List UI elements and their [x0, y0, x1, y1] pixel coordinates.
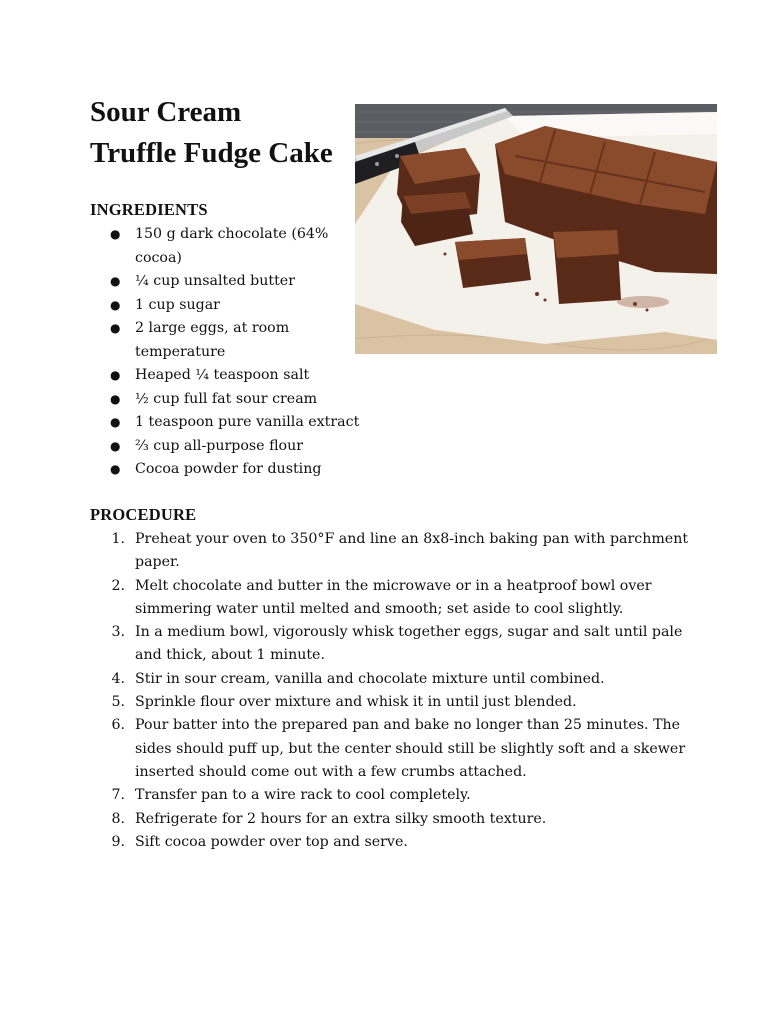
step-number: 1. [111, 531, 125, 547]
ingredient-item [90, 223, 370, 270]
procedure-step [90, 714, 690, 784]
step-number: 7. [111, 787, 125, 804]
procedure-step [90, 528, 690, 575]
bullet-icon: ● [110, 227, 121, 241]
ingredient-text: 1 teaspoon pure vanilla extract [135, 414, 360, 430]
ingredient-text: 150 g dark chocolate (64% cocoa) [135, 226, 329, 266]
ingredient-item [90, 364, 370, 388]
step-number: 4. [111, 670, 125, 687]
procedure-list [90, 528, 690, 854]
step-text: Sift cocoa powder over top and serve. [135, 833, 408, 850]
recipe-title [90, 92, 333, 174]
step-text: Preheat your oven to 350°F and line an 8x8-inch baking pan with parchment paper. [135, 531, 689, 571]
ingredient-text: ⅔ cup all-purpose flour [135, 437, 303, 454]
ingredient-item [90, 388, 370, 412]
step-number: 9. [111, 833, 125, 850]
bullet-icon: ● [110, 274, 121, 288]
step-text: In a medium bowl, vigorously whisk together eggs, sugar and salt until pale and thick, about 1 minute. [135, 624, 683, 664]
bullet-icon: ● [110, 391, 121, 406]
procedure-step [90, 808, 690, 831]
ingredient-text: 1 cup sugar [135, 296, 220, 313]
procedure-heading: PROCEDURE [90, 505, 197, 524]
ingredient-text: Cocoa powder for dusting [135, 461, 322, 477]
step-text: Refrigerate for 2 hours for an extra silky smooth texture. [135, 810, 547, 827]
step-text: Sprinkle flour over mixture and whisk it in until just blended. [135, 694, 577, 711]
bullet-icon: ● [110, 438, 121, 453]
ingredient-text: 2 large eggs, at room temperature [135, 320, 290, 360]
bullet-icon: ● [110, 415, 121, 429]
recipe-title-line-1: Sour Cream [90, 96, 242, 128]
step-number: 8. [111, 810, 125, 827]
ingredients-list [90, 223, 370, 482]
ingredient-item [90, 435, 370, 459]
procedure-step [90, 691, 690, 714]
ingredient-item [90, 294, 370, 318]
ingredient-text: ½ cup full fat sour cream [135, 390, 318, 407]
bullet-icon: ● [110, 321, 121, 335]
step-number: 6. [111, 717, 125, 734]
ingredient-item [90, 411, 370, 435]
step-text: Stir in sour cream, vanilla and chocolate mixture until combined. [135, 670, 605, 687]
step-number: 3. [111, 624, 125, 641]
procedure-step [90, 575, 690, 622]
step-text: Pour batter into the prepared pan and bake no longer than 25 minutes. The sides should puff up, but the center should still be slightly soft and a skewer inserted should come out with a few crumbs attached. [135, 717, 686, 780]
step-number: 5. [111, 694, 125, 711]
recipe-title-line-2: Truffle Fudge Cake [90, 137, 333, 169]
procedure-step [90, 784, 690, 807]
bullet-icon: ● [110, 297, 121, 312]
ingredient-text: Heaped ¼ teaspoon salt [135, 367, 310, 383]
bullet-icon: ● [110, 462, 121, 476]
ingredients-heading: INGREDIENTS [90, 200, 208, 219]
ingredient-item [90, 458, 370, 482]
ingredient-text: ¼ cup unsalted butter [135, 273, 295, 289]
procedure-step [90, 621, 690, 668]
step-text: Melt chocolate and butter in the microwave or in a heatproof bowl over simmering water until melted and smooth; set aside to cool slightly. [135, 577, 652, 617]
step-number: 2. [111, 577, 125, 594]
step-text: Transfer pan to a wire rack to cool completely. [135, 787, 471, 804]
procedure-step [90, 831, 690, 854]
fudge-cake-photo [355, 104, 717, 354]
bullet-icon: ● [110, 368, 121, 382]
procedure-step [90, 668, 690, 691]
ingredient-item [90, 317, 370, 364]
ingredient-item [90, 270, 370, 294]
